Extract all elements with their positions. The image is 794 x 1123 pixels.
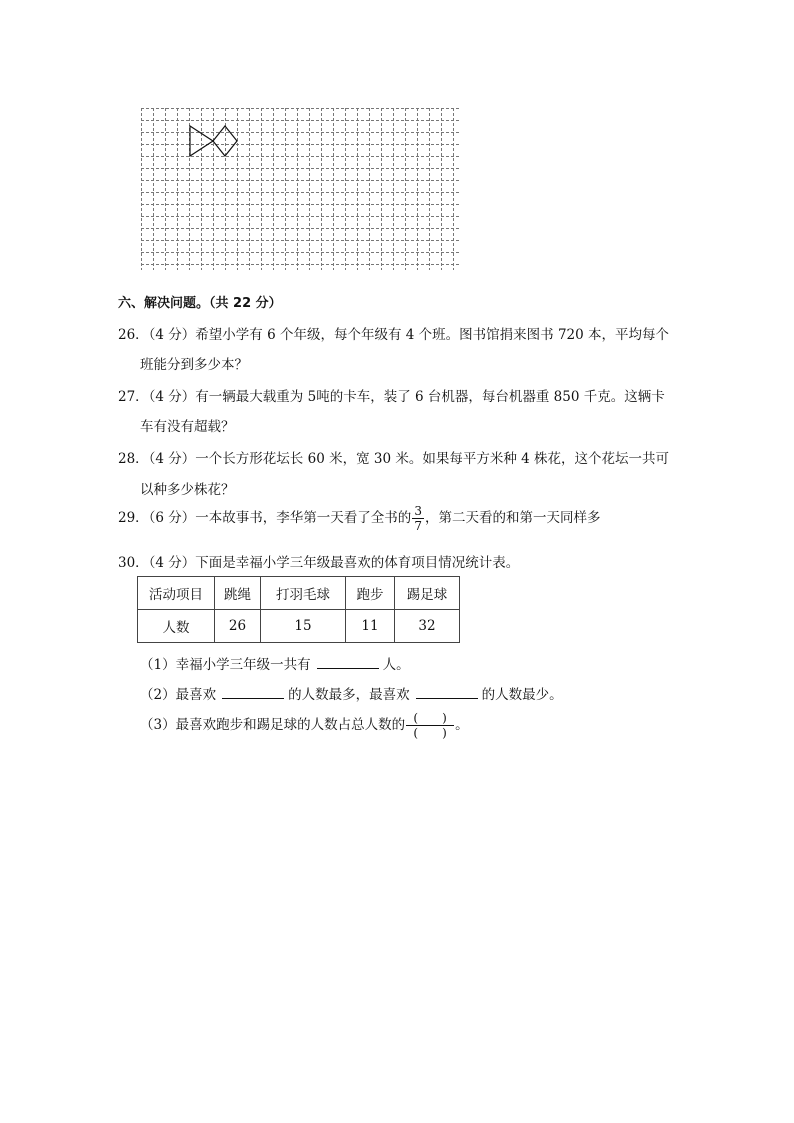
- question-30-intro: 30．（4 分）下面是幸福小学三年级最喜欢的体育项目情况统计表。: [118, 555, 520, 571]
- question-27-line1: 27．（4 分）有一辆最大载重为 5吨的卡车，装了 6 台机器，每台机器重 850 千克。这辆卡: [118, 389, 665, 405]
- sub-question-3-suffix: 。: [455, 717, 469, 733]
- sub-question-1-text: （1）幸福小学三年级一共有: [140, 657, 311, 673]
- table-cell: 32: [395, 610, 460, 643]
- sub-question-2: [140, 683, 563, 703]
- sub-question-2-middle: 的人数最多，最喜欢: [288, 687, 410, 703]
- sub-question-3-text: （3）最喜欢跑步和踢足球的人数占总人数的: [140, 717, 406, 733]
- question-29-prefix: 29．（6 分）一本故事书，李华第一天看了全书的: [118, 510, 412, 526]
- question-29-suffix: ，第二天看的和第一天同样多: [424, 510, 601, 526]
- answer-blank-least[interactable]: [416, 686, 478, 699]
- section-title: 六、解决问题。（共 22 分）: [118, 296, 282, 311]
- question-28-line1: 28．（4 分）一个长方形花坛长 60 米，宽 30 米。如果每平方米种 4 株花，这个花坛一共可: [118, 451, 670, 467]
- table-header-cell: 跑步: [346, 577, 395, 610]
- sports-stats-table: [137, 576, 460, 643]
- blank-fraction-numerator: ( ): [406, 712, 454, 726]
- table-row-label: 人数: [138, 610, 215, 643]
- fraction-three-sevenths: [412, 505, 424, 532]
- table-header-row: [138, 577, 460, 610]
- blank-fraction-denominator: ( ): [413, 726, 447, 740]
- sub-question-1-suffix: 人。: [382, 657, 410, 673]
- table-row: [138, 610, 460, 643]
- sub-question-2-text: （2）最喜欢: [140, 687, 217, 703]
- sub-question-1: [140, 653, 410, 673]
- table-header-cell: 活动项目: [138, 577, 215, 610]
- table-header-cell: 打羽毛球: [261, 577, 346, 610]
- fraction-numerator: 3: [414, 504, 422, 518]
- question-26-line2: 班能分到多少本？: [140, 357, 248, 373]
- answer-blank-fraction[interactable]: [406, 712, 454, 739]
- sub-question-2-suffix: 的人数最少。: [481, 687, 563, 703]
- question-26-line1: 26．（4 分）希望小学有 6 个年级，每个年级有 4 个班。图书馆捐来图书 720 本，平均每个: [118, 327, 670, 343]
- fraction-denominator: 7: [414, 519, 422, 533]
- question-27-line2: 车有没有超载？: [140, 419, 235, 435]
- table-header-cell: 跳绳: [215, 577, 261, 610]
- answer-blank-most[interactable]: [222, 686, 284, 699]
- table-header-cell: 踢足球: [395, 577, 460, 610]
- answer-blank-total[interactable]: [317, 656, 379, 669]
- table-cell: 11: [346, 610, 395, 643]
- table-cell: 26: [215, 610, 261, 643]
- sub-question-3: [140, 712, 469, 739]
- question-29: [118, 505, 600, 532]
- dashed-grid-figure: [141, 108, 461, 270]
- table-cell: 15: [261, 610, 346, 643]
- question-28-line2: 以种多少株花？: [140, 482, 235, 498]
